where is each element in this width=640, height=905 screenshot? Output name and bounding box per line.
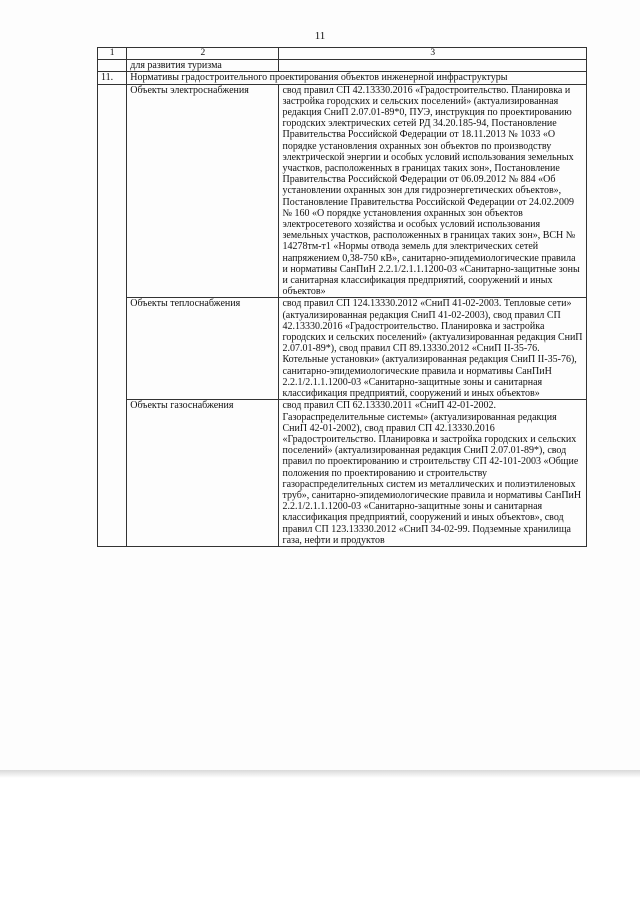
tourism-cell: для развития туризма [127,60,279,72]
row-norms-text: свод правил СП 62.13330.2011 «СниП 42-01-2002. Газораспределительные системы» (актуализированная редакция СниП 42-01-2002), свод правил СП 42.13330.2016 «Градостроительство. Планировка и застройка городских и сельских поселений» (актуализированная редакция СниП 2.07.01-89*), свод правил по проектированию и строительству СП 42-101-2003 «Общие положения по проектированию и строительству газораспределительных систем из металлических и полиэтиленовых труб», санитарно-эпидемиологические правила и нормативы СанПиН 2.2.1/2.1.1.1200-03 «Санитарно-защитные зоны и санитарная классификация предприятий, сооружений и иных объектов», свод правил СП 123.13330.2012 «СниП 34-02-99. Подземные хранилища газа, нефти и продуктов [279,400,587,547]
header-col-2: 2 [127,48,279,60]
header-col-3: 3 [279,48,587,60]
section-title: Нормативы градостроительного проектирования объектов инженерной инфраструктуры [127,72,587,84]
row-norms-text: свод правил СП 124.13330.2012 «СниП 41-02-2003. Тепловые сети» (актуализированная редакция СниП 41-02-2003), свод правил СП 42.13330.2016 «Градостроительство. Планировка и застройка городских и сельских поселений» (актуализированная редакция СниП 2.07.01-89*), свод правил СП 89.13330.2012 «СниП II-35-76. Котельные установки» (актуализированная редакция СниП II-35-76), санитарно-эпидемиологические правила и нормативы СанПиН 2.2.1/2.1.1.1200-03 «Санитарно-защитные зоны и санитарная классификация предприятий, сооружений и иных объектов» [279,298,587,400]
page-number: 11 [314,30,326,42]
section-number: 11. [98,72,127,84]
table-row [98,60,587,72]
row-norms-text: свод правил СП 42.13330.2016 «Градостроительство. Планировка и застройка городских и сельских поселений» (актуализированная редакция СниП 2.07.01-89*0, ПУЭ, инструкция по проектированию городских электрических сетей РД 34.20.185-94, Постановление Правительства Российской Федерации от 18.11.2013 № 1033 «О порядке установления охранных зон объектов по производству электрической энергии и особых условий использования земельных участков, расположенных в границах таких зон», Постановление Правительства Российской Федерации от 06.09.2012 № 884 «Об установлении охранных зон для гидроэнергетических объектов», Постановление Правительства Российской Федерации от 24.02.2009 № 160 «О порядке установления охранных зон объектов электросетевого хозяйства и особых условий использования земельных участков, расположенных в границах таких зон», ВСН № 14278тм-т1 «Нормы отвода земель для электрических сетей напряжением 0,38-750 кВ», санитарно-эпидемиологические правила и нормативы СанПиН 2.2.1/2.1.1.1200-03 «Санитарно-защитные зоны и санитарная классификация предприятий, сооружений и иных объектов» [279,84,587,298]
row-label: Объекты электроснабжения [127,84,279,298]
section-row [98,72,587,84]
empty-cell [98,84,127,546]
norms-table [97,47,587,547]
header-col-1: 1 [98,48,127,60]
row-label: Объекты газоснабжения [127,400,279,547]
table-row [98,400,587,547]
table-row [98,84,587,298]
empty-cell [98,60,127,72]
table-header-row [98,48,587,60]
scan-edge [0,770,640,778]
empty-cell [279,60,587,72]
row-label: Объекты теплоснабжения [127,298,279,400]
table-row [98,298,587,400]
